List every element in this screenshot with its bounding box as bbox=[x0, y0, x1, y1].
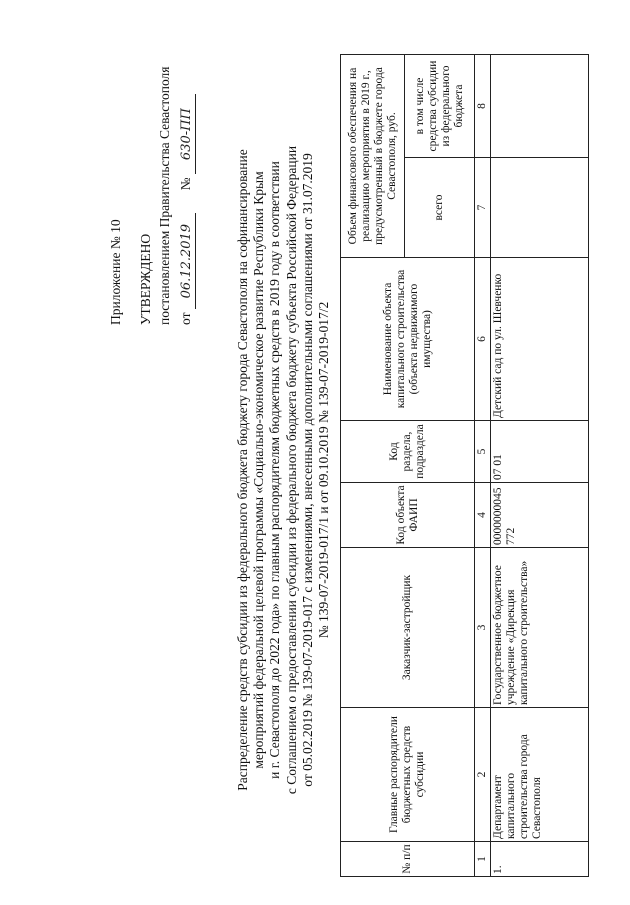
table-row bbox=[491, 55, 589, 877]
header-col-number: № п/п bbox=[341, 842, 475, 877]
title-line: мероприятий федеральной целевой программы «Социально-экономическое развитие Республики Крым bbox=[251, 171, 267, 769]
header-col-total: всего bbox=[405, 158, 475, 258]
title-line: и г. Севастополя до 2022 года» по главным распорядителям бюджетных средств в 2019 году в соответствии bbox=[267, 161, 283, 779]
distribution-table bbox=[340, 54, 589, 877]
column-number: 2 bbox=[475, 708, 491, 842]
title-line: от 05.02.2019 № 139-07-2019-017 с изменениями, внесенными дополнительными соглашениями от 31.07.2019 bbox=[299, 153, 315, 787]
header-col-financing: Объем финансового обеспечения на реализацию мероприятия в 2019 г., предусмотренный в бюджете города Севастополя, руб. bbox=[341, 55, 405, 258]
column-number: 8 bbox=[475, 55, 491, 158]
handwritten-number: 630-ПП bbox=[179, 94, 196, 174]
row-object-name: Детский сад по ул. Шевченко bbox=[491, 258, 589, 421]
column-numbers-row bbox=[475, 55, 491, 877]
header-col-object-name: Наименование объекта капитального строительства (объекта недвижимого имущества) bbox=[341, 258, 475, 421]
resolution-label: постановлением Правительства Севастополя bbox=[157, 66, 172, 325]
row-federal bbox=[491, 55, 589, 158]
row-section-code: 07 01 bbox=[491, 421, 589, 483]
row-faip-code: 0000000045772 bbox=[491, 483, 589, 548]
date-prefix: от bbox=[178, 312, 193, 325]
appendix-label: Приложение № 10 bbox=[108, 219, 123, 325]
row-customer: Государственное бюджетное учреждение «Дирекция капитального строительства» bbox=[491, 548, 589, 708]
resolution-date-number bbox=[178, 94, 196, 325]
handwritten-date: 06.12.2019 bbox=[179, 213, 196, 309]
column-number: 5 bbox=[475, 421, 491, 483]
row-total bbox=[491, 158, 589, 258]
header-col-federal: в том числе средства субсидии из федерального бюджета bbox=[405, 55, 475, 158]
title-line: № 139-07-2019-017/1 и от 09.10.2019 № 139-07-2019-017/2 bbox=[316, 301, 332, 639]
row-number: 1. bbox=[491, 842, 589, 877]
number-prefix: № bbox=[178, 177, 193, 191]
header-col-customer: Заказчик-застройщик bbox=[341, 548, 475, 708]
approved-label: УТВЕРЖДЕНО bbox=[138, 233, 153, 325]
header-col-section-code: Код раздела, подраздела bbox=[341, 421, 475, 483]
column-number: 3 bbox=[475, 548, 491, 708]
column-number: 6 bbox=[475, 258, 491, 421]
title-line: Распределение средств субсидии из федерального бюджета бюджету города Севастополя на софинансирование bbox=[235, 149, 250, 791]
title-line: с Соглашением о предоставлении субсидии из федерального бюджета бюджету субъекта Российской Федерации bbox=[283, 145, 299, 795]
header-col-distributor: Главные распорядители бюджетных средств субсидии bbox=[341, 708, 475, 842]
row-distributor: Департамент капитального строительства города Севастополя bbox=[491, 708, 589, 842]
header-col-faip-code: Код объекта ФАИП bbox=[341, 483, 475, 548]
document-title bbox=[235, 90, 332, 850]
column-number: 4 bbox=[475, 483, 491, 548]
column-number: 1 bbox=[475, 842, 491, 877]
column-number: 7 bbox=[475, 158, 491, 258]
